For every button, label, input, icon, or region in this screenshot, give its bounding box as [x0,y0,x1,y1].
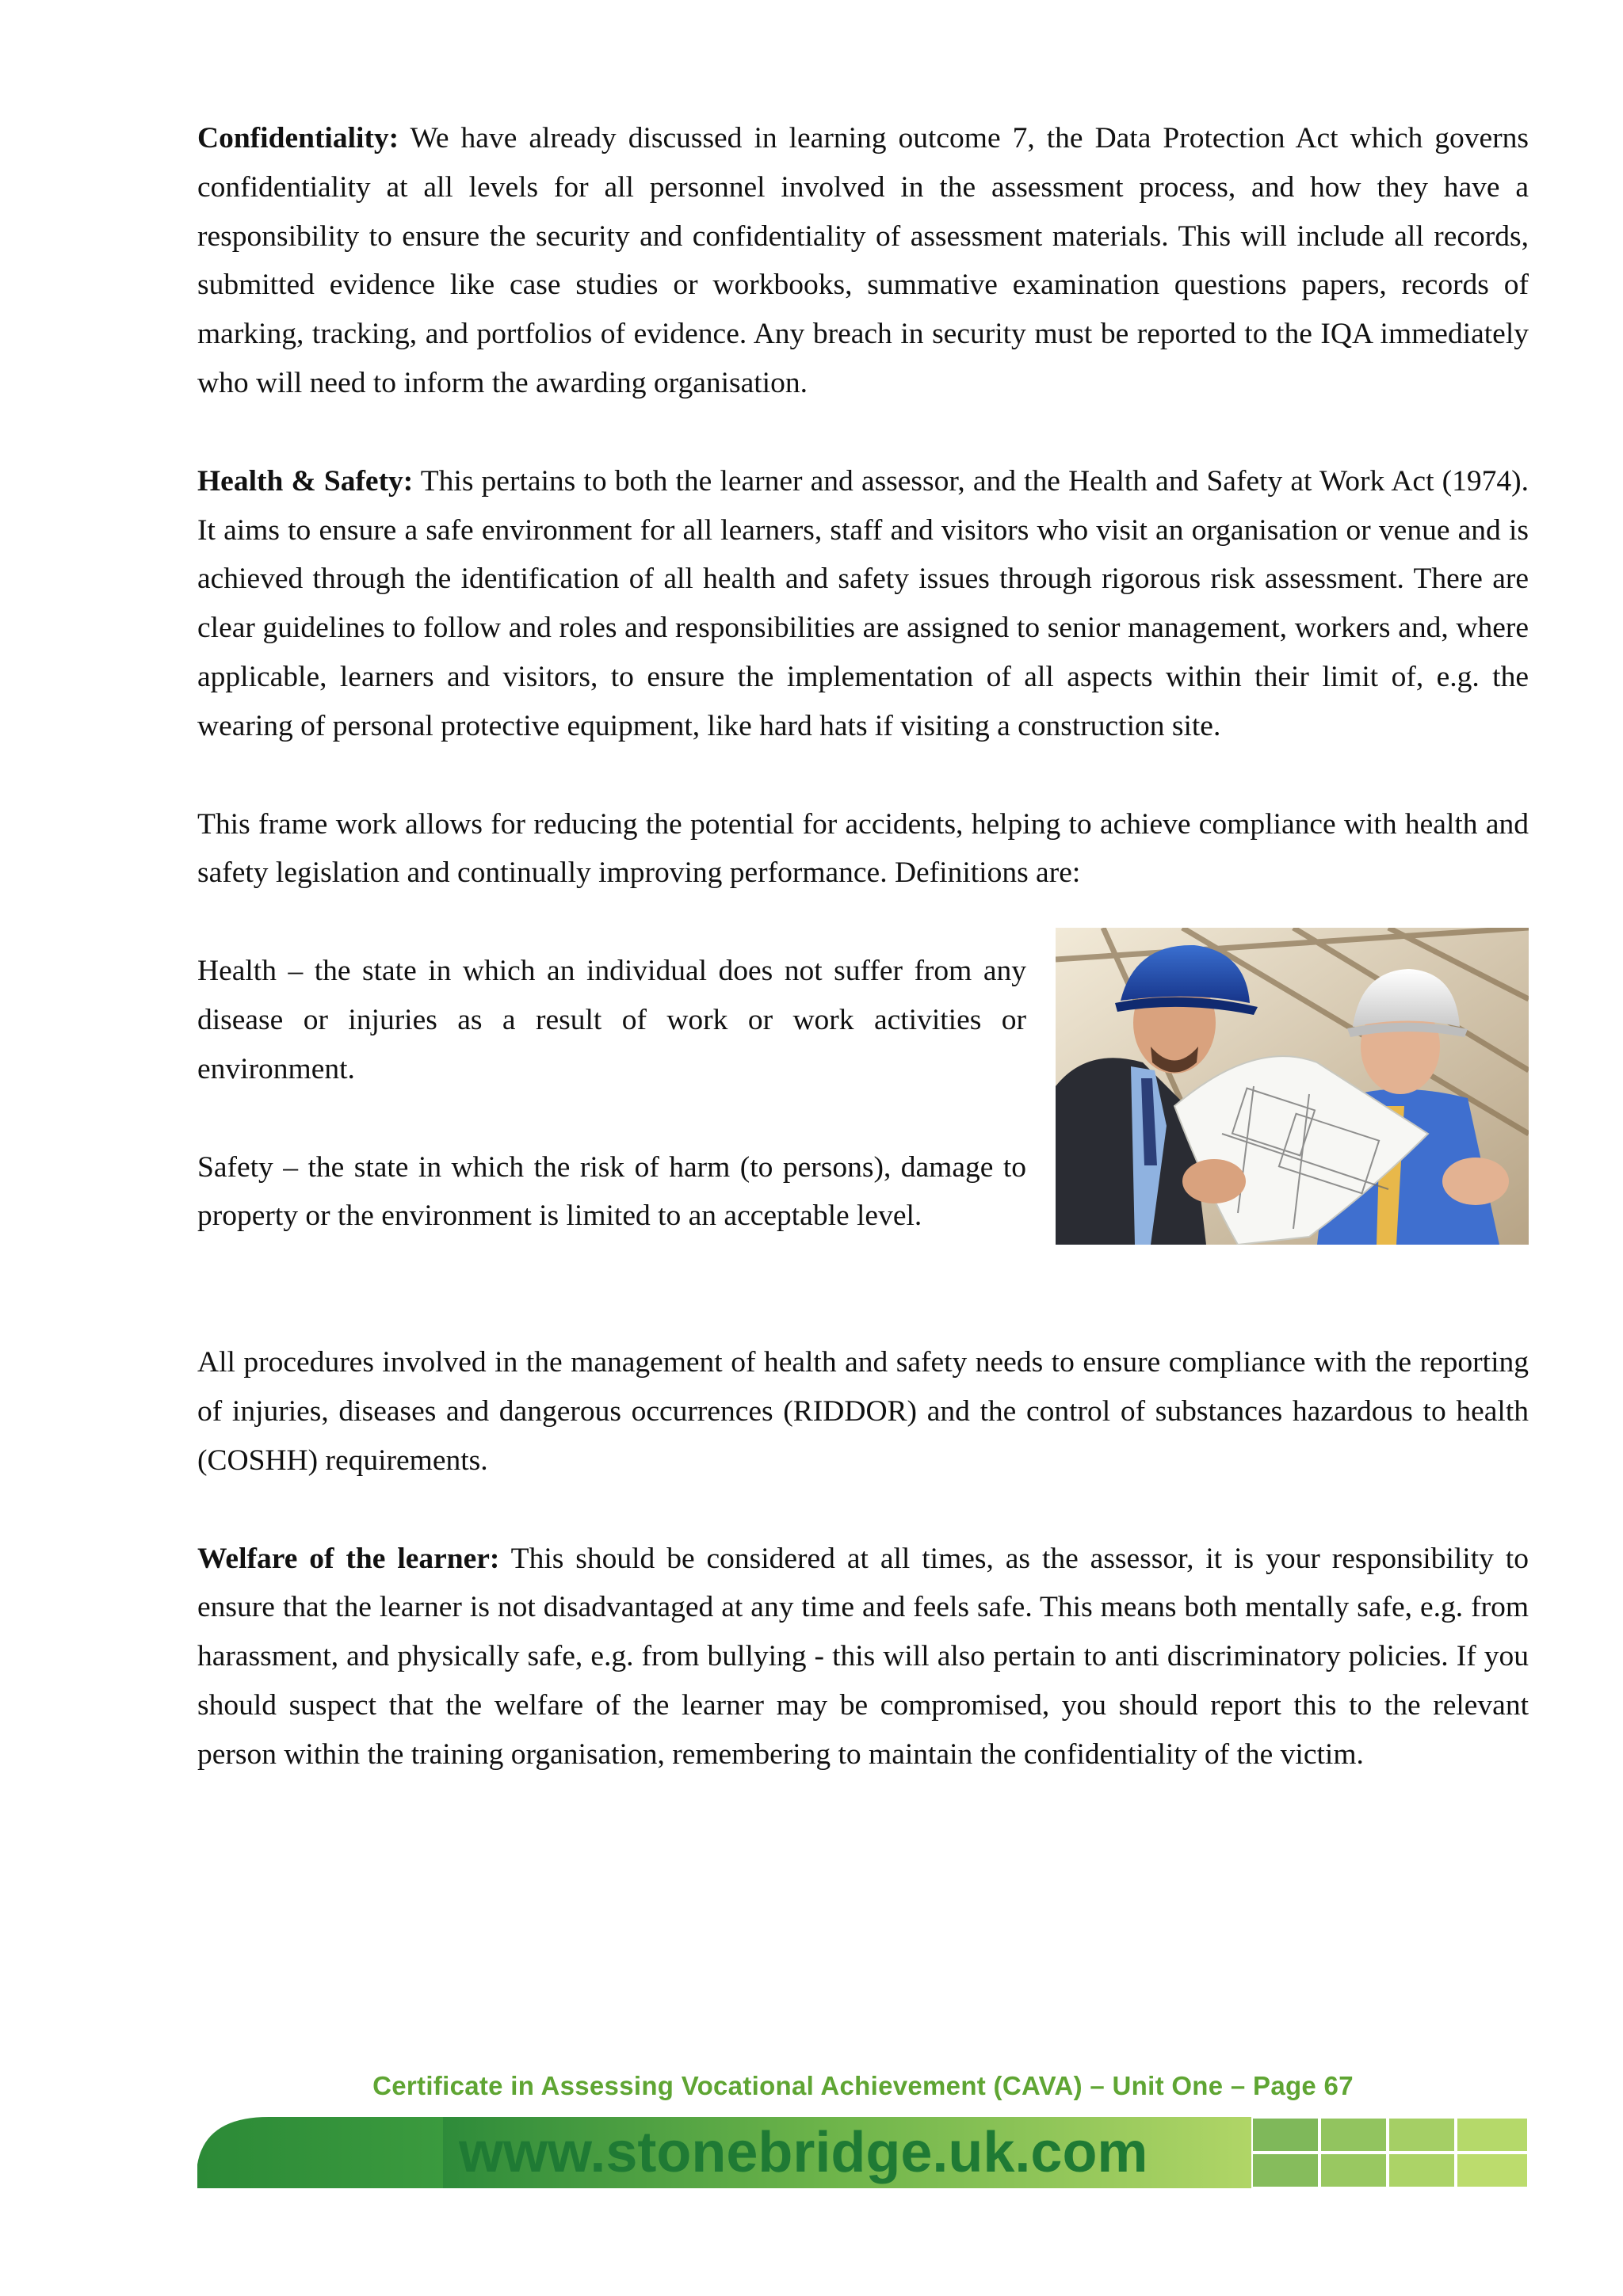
health-definition: Health – the state in which an individual does not suffer from any disease or injuries as a result of work or work activities or environment. [197,955,1026,1085]
procedures-paragraph: All procedures involved in the management of health and safety needs to ensure compliance with the reporting of injuries, diseases and dangerous occurrences (RIDDOR) and the control of substances hazardous to health (COSHH) requirements. [197,1346,1529,1477]
website-url: www.stonebridge.uk.com [459,2121,1148,2184]
confidentiality-heading: Confidentiality: [197,122,399,154]
course-footer-text: Certificate in Assessing Vocational Achievement (CAVA) – Unit One – Page 67 [372,2071,1354,2100]
health-safety-body: This pertains to both the learner and assessor, and the Health and Safety at Work Act (1974). It aims to ensure a safe environment for all learners, staff and visitors who visit an organisation or venue and is achieved through the identification of all health and safety issues through rigorous risk assessment. There are clear guidelines to follow and roles and responsibilities are assigned to senior management, workers and, where applicable, learners and visitors, to ensure the implementation of all aspects within their limit of, e.g. the wearing of personal protective equipment, like hard hats if visiting a construction site. [197,464,1529,742]
safety-definition: Safety – the state in which the risk of harm (to persons), damage to property or the environment is limited to an acceptable level. [197,1150,1026,1233]
confidentiality-body: We have already discussed in learning outcome 7, the Data Protection Act which governs confidentiality at all levels for all personnel involved in the assessment process, and how they have a responsibility to ensure the security and confidentiality of assessment materials. This will include all records, submitted evidence like case studies or workbooks, summative examination questions papers, records of marking, tracking, and portfolios of evidence. Any breach in security must be reported to the IQA immediately who will need to inform the awarding organisation. [197,122,1529,399]
welfare-paragraph [197,1535,1529,1779]
framework-paragraph: This frame work allows for reducing the potential for accidents, helping to achieve compliance with health and safety legislation and continually improving performance. Definitions are: [197,807,1529,890]
welfare-body: This should be considered at all times, as the assessor, it is your responsibility to ensure that the learner is not disadvantaged at any time and feels safe. This means both mentally safe, e.g. from harassment, and physically safe, e.g. from bullying - this will also pertain to anti discriminatory policies. If you should suspect that the welfare of the learner may be compromised, you should report this to the relevant person within the training organisation, remembering to maintain the confidentiality of the victim. [197,1542,1529,1771]
welfare-heading: Welfare of the learner: [197,1542,500,1575]
content-column [197,114,1529,1829]
health-safety-heading: Health & Safety: [197,464,414,498]
confidentiality-paragraph [197,114,1529,408]
health-safety-paragraph [197,457,1529,751]
construction-workers-photo [1056,928,1529,1245]
definitions-block [197,947,1529,1289]
definitions-text [197,947,1026,1290]
website-banner [197,2117,1529,2188]
